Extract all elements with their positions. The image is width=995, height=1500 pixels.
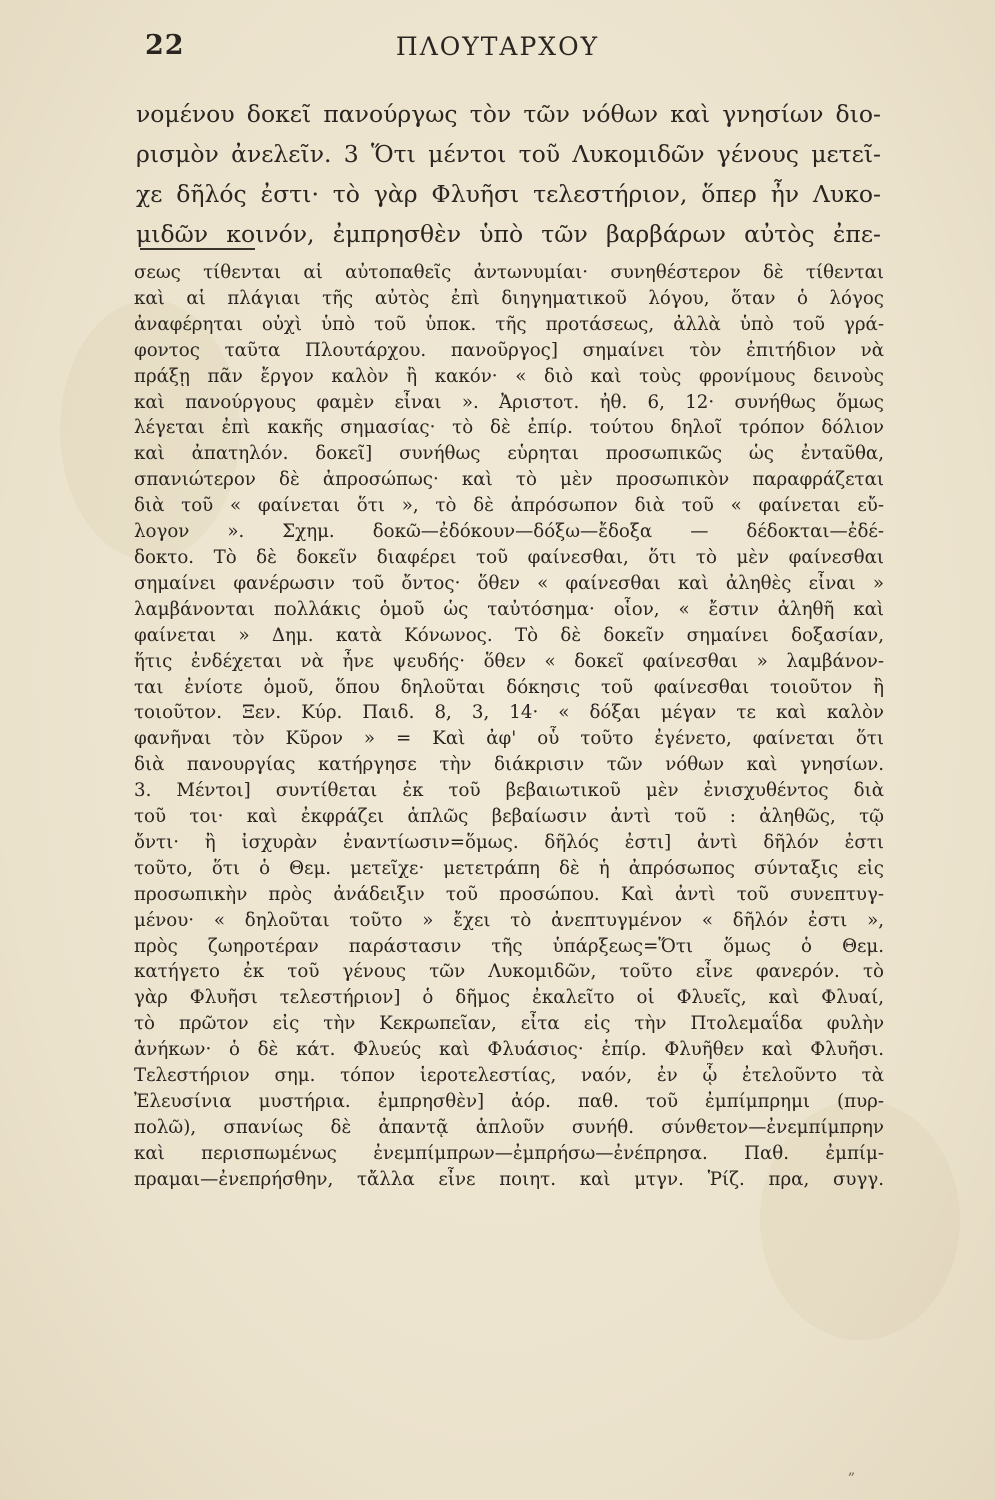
note-line: ἀνήκων· ὁ δὲ κάτ. Φλυεύς καὶ Φλυάσιος· ἐπίρ. Φλυῆθεν καὶ Φλυῆσι. xyxy=(134,1039,884,1061)
note-line: λαμβάνονται πολλάκις ὁμοῦ ὡς ταὐτόσημα· οἷον, « ἔστιν ἀληθῆ καὶ xyxy=(134,598,884,620)
note-line: σπανιώτερον δὲ ἀπροσώπως· καὶ τὸ μὲν προσωπικὸν παραφράζεται xyxy=(134,469,884,491)
note-line: Τελεστήριον σημ. τόπον ἱεροτελεστίας, ναόν, ἐν ᾧ ἐτελοῦντο τὰ xyxy=(134,1065,884,1087)
note-line: δοκτο. Τὸ δὲ δοκεῖν διαφέρει τοῦ φαίνεσθαι, ὅτι τὸ μὲν φαίνεσθαι xyxy=(134,546,884,568)
note-line: λογον ». Σχημ. δοκῶ—ἐδόκουν—δόξω—ἔδοξα — δέδοκται—ἐδέ- xyxy=(134,521,884,543)
note-line: 3. Μέντοι] συντίθεται ἐκ τοῦ βεβαιωτικοῦ μὲν ἐνισχυθέντος διὰ xyxy=(134,780,884,802)
note-line: λέγεται ἐπὶ κακῆς σημασίας· τὸ δὲ ἐπίρ. τούτου δηλοῖ τρόπον δόλιον xyxy=(134,417,884,439)
footnote-separator-rule xyxy=(140,248,255,250)
note-line: προσωπικὴν πρὸς ἀνάδειξιν τοῦ προσώπου. Καὶ ἀντὶ τοῦ συνεπτυγ- xyxy=(134,883,884,905)
note-line: ἥτις ἐνδέχεται νὰ ἦνε ψευδής· ὅθεν « δοκεῖ φαίνεσθαι » λαμβάνον- xyxy=(134,650,884,672)
note-line: φοντος ταῦτα Πλουτάρχου. πανοῦργος] σημαίνει τὸν ἐπιτήδιον νὰ xyxy=(134,339,884,361)
running-title: ΠΛΟΥΤΑΡΧΟΥ xyxy=(395,32,600,61)
main-text-line: νομένου δοκεῖ πανούργως τὸν τῶν νόθων καὶ γνησίων διο- xyxy=(136,100,881,128)
note-line: τοῦ τοι· καὶ ἐκφράζει ἁπλῶς βεβαίωσιν ἀντὶ τοῦ : ἀληθῶς, τῷ xyxy=(134,806,884,828)
note-line: πραμαι—ἐνεπρήσθην, τἄλλα εἶνε ποιητ. καὶ μτγν. Ῥίζ. πρα, συγγ. xyxy=(134,1168,884,1190)
bottom-mark: „ xyxy=(848,1462,856,1478)
note-line: κατήγετο ἐκ τοῦ γένους τῶν Λυκομιδῶν, τοῦτο εἶνε φανερόν. τὸ xyxy=(134,961,884,983)
note-line: διὰ πανουργίας κατήργησε τὴν διάκρισιν τῶν νόθων καὶ γνησίων. xyxy=(134,754,884,776)
main-text-line: μιδῶν κοινόν, ἐμπρησθὲν ὑπὸ τῶν βαρβάρων αὐτὸς ἐπε- xyxy=(136,220,881,248)
note-line: τὸ πρῶτον εἰς τὴν Κεκρωπεῖαν, εἶτα εἰς τὴν Πτολεμαΐδα φυλὴν xyxy=(134,1013,884,1035)
main-text-block xyxy=(136,94,881,254)
note-line: σεως τίθενται αἱ αὐτοπαθεῖς ἀντωνυμίαι· συνηθέστερον δὲ τίθενται xyxy=(134,262,884,283)
note-line: σημαίνει φανέρωσιν τοῦ ὄντος· ὅθεν « φαίνεσθαι καὶ ἀληθὲς εἶναι » xyxy=(134,572,884,594)
note-line: πολῶ), σπανίως δὲ ἀπαντᾷ ἁπλοῦν συνήθ. σύνθετον—ἐνεμπίμπρην xyxy=(134,1116,884,1138)
note-line: Ἐλευσίνια μυστήρια. ἐμπρησθὲν] ἀόρ. παθ. τοῦ ἐμπίμπρημι (πυρ- xyxy=(134,1091,884,1112)
note-line: τοιοῦτον. Ξεν. Κύρ. Παιδ. 8, 3, 14· « δόξαι μέγαν τε καὶ καλὸν xyxy=(134,702,884,724)
note-line: πρὸς ζωηροτέραν παράστασιν τῆς ὑπάρξεως=Ὅτι ὅμως ὁ Θεμ. xyxy=(134,935,884,957)
note-line: διὰ τοῦ « φαίνεται ὅτι », τὸ δὲ ἀπρόσωπον διὰ τοῦ « φαίνεται εὔ- xyxy=(134,495,884,517)
note-line: ὄντι· ἢ ἰσχυρὰν ἐναντίωσιν=ὅμως. δῆλός ἐστι] ἀντὶ δῆλόν ἐστι xyxy=(134,831,884,853)
page-number: 22 xyxy=(145,30,185,61)
note-line: πράξῃ πᾶν ἔργον καλὸν ἢ κακόν· « διὸ καὶ τοὺς φρονίμους δεινοὺς xyxy=(134,365,884,387)
note-line: καὶ περισπωμένως ἐνεμπίμπρων—ἐμπρήσω—ἐνέπρησα. Παθ. ἐμπίμ- xyxy=(134,1142,884,1164)
note-line: ται ἐνίοτε ὁμοῦ, ὅπου δηλοῦται δόκησις τοῦ φαίνεσθαι τοιοῦτον ἢ xyxy=(134,676,884,698)
main-text-line: ρισμὸν ἀνελεῖν. 3 Ὅτι μέντοι τοῦ Λυκομιδῶν γένους μετεῖ- xyxy=(136,140,881,168)
note-line: μένου· « δηλοῦται τοῦτο » ἔχει τὸ ἀνεπτυγμένον « δῆλόν ἐστι », xyxy=(134,909,884,931)
note-line: καὶ ἀπατηλόν. δοκεῖ] συνήθως εὑρηται προσωπικῶς ὡς ἐνταῦθα, xyxy=(134,443,884,465)
note-line: καὶ αἱ πλάγιαι τῆς αὐτὸς ἐπὶ διηγηματικοῦ λόγου, ὅταν ὁ λόγος xyxy=(134,287,884,309)
main-text-line: χε δῆλός ἐστι· τὸ γὰρ Φλυῆσι τελεστήριον, ὅπερ ἦν Λυκο- xyxy=(136,180,881,208)
commentary-notes-block xyxy=(134,260,884,1193)
page-header xyxy=(0,30,995,70)
note-line: τοῦτο, ὅτι ὁ Θεμ. μετεῖχε· μετετράπη δὲ ἡ ἀπρόσωπος σύνταξις εἰς xyxy=(134,857,884,879)
note-line: φανῆναι τὸν Κῦρον » = Καὶ ἀφ' οὗ τοῦτο ἐγένετο, φαίνεται ὅτι xyxy=(134,728,884,750)
note-line: φαίνεται » Δημ. κατὰ Κόνωνος. Τὸ δὲ δοκεῖν σημαίνει δοξασίαν, xyxy=(134,624,884,646)
note-line: ἀναφέρηται οὐχὶ ὑπὸ τοῦ ὑποκ. τῆς προτάσεως, ἀλλὰ ὑπὸ τοῦ γρά- xyxy=(134,313,884,335)
note-line: καὶ πανούργους φαμὲν εἶναι ». Ἀριστοτ. ἠθ. 6, 12· συνήθως ὅμως xyxy=(134,391,884,413)
note-line: γὰρ Φλυῆσι τελεστήριον] ὁ δῆμος ἐκαλεῖτο οἱ Φλυεῖς, καὶ Φλυαί, xyxy=(134,987,884,1009)
